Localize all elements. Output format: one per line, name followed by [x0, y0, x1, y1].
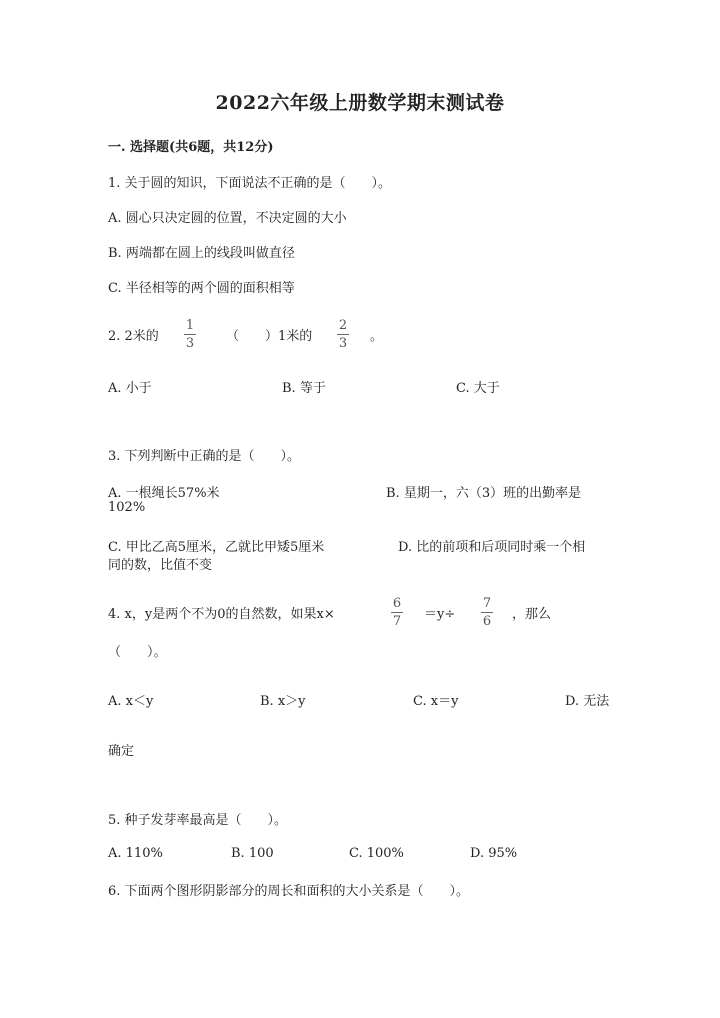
question-1-option-b: B. 两端都在圆上的线段叫做直径	[108, 246, 295, 261]
question-4-part-1: 4. x，y是两个不为0的自然数，如果x×	[108, 607, 335, 622]
fraction-bar	[481, 612, 493, 613]
fraction-bar	[337, 334, 349, 335]
question-3-option-d: D. 比的前项和后项同时乘一个相	[398, 540, 586, 555]
question-4-option-b: B. x＞y	[260, 694, 306, 709]
question-5-option-d: D. 95%	[470, 846, 518, 861]
fraction-seven-sixths	[479, 596, 495, 629]
question-3-option-b: B. 星期一，六（3）班的出勤率是	[386, 486, 582, 501]
question-3-stem: 3. 下列判断中正确的是（ ）。	[108, 449, 301, 464]
question-4-option-d: D. 无法	[565, 694, 610, 709]
question-4-part-2: ＝y÷	[424, 607, 456, 622]
question-4-option-c: C. x＝y	[413, 694, 459, 709]
fraction-denominator: 7	[392, 614, 402, 629]
section-heading: 一. 选择题(共6题，共12分)	[108, 140, 274, 155]
question-2-option-a: A. 小于	[108, 381, 152, 396]
question-3-option-d-cont: 同的数，比值不变	[108, 558, 213, 573]
question-5-stem: 5. 种子发芽率最高是（ ）。	[108, 813, 288, 828]
question-1-stem: 1. 关于圆的知识，下面说法不正确的是（ ）。	[108, 176, 392, 191]
page-title: 2022六年级上册数学期末测试卷	[215, 92, 505, 114]
question-2-part-2: （ ）1米的	[226, 329, 313, 344]
question-1-option-a: A. 圆心只决定圆的位置，不决定圆的大小	[108, 211, 347, 226]
question-5-option-a: A. 110%	[108, 846, 163, 861]
fraction-numerator: 1	[185, 318, 195, 333]
question-3-option-a: A. 一根绳长57%米	[108, 486, 220, 501]
question-4-option-a: A. x＜y	[108, 694, 154, 709]
fraction-two-thirds	[335, 318, 351, 351]
fraction-bar	[391, 612, 403, 613]
fraction-one-third	[182, 318, 198, 351]
question-6-stem: 6. 下面两个图形阴影部分的周长和面积的大小关系是（ ）。	[108, 884, 470, 899]
fraction-denominator: 6	[482, 614, 492, 629]
question-2-option-b: B. 等于	[282, 381, 326, 396]
question-4-blank: （ ）。	[108, 645, 167, 660]
question-4-option-d-cont: 确定	[108, 744, 135, 759]
question-5-option-b: B. 100	[231, 846, 274, 861]
fraction-six-sevenths	[389, 596, 405, 629]
fraction-numerator: 6	[392, 596, 402, 611]
question-2-part-3: 。	[370, 329, 384, 344]
fraction-numerator: 2	[338, 318, 348, 333]
fraction-denominator: 3	[185, 336, 195, 351]
question-2-part-1: 2. 2米的	[108, 329, 159, 344]
question-3-option-b-cont: 102%	[108, 500, 146, 515]
question-1-option-c: C. 半径相等的两个圆的面积相等	[108, 281, 295, 296]
fraction-numerator: 7	[482, 596, 492, 611]
fraction-denominator: 3	[338, 336, 348, 351]
question-4-part-3: ，那么	[512, 607, 552, 622]
fraction-bar	[184, 334, 196, 335]
question-2-option-c: C. 大于	[456, 381, 500, 396]
question-5-option-c: C. 100%	[349, 846, 404, 861]
question-3-option-c: C. 甲比乙高5厘米，乙就比甲矮5厘米	[108, 540, 325, 555]
